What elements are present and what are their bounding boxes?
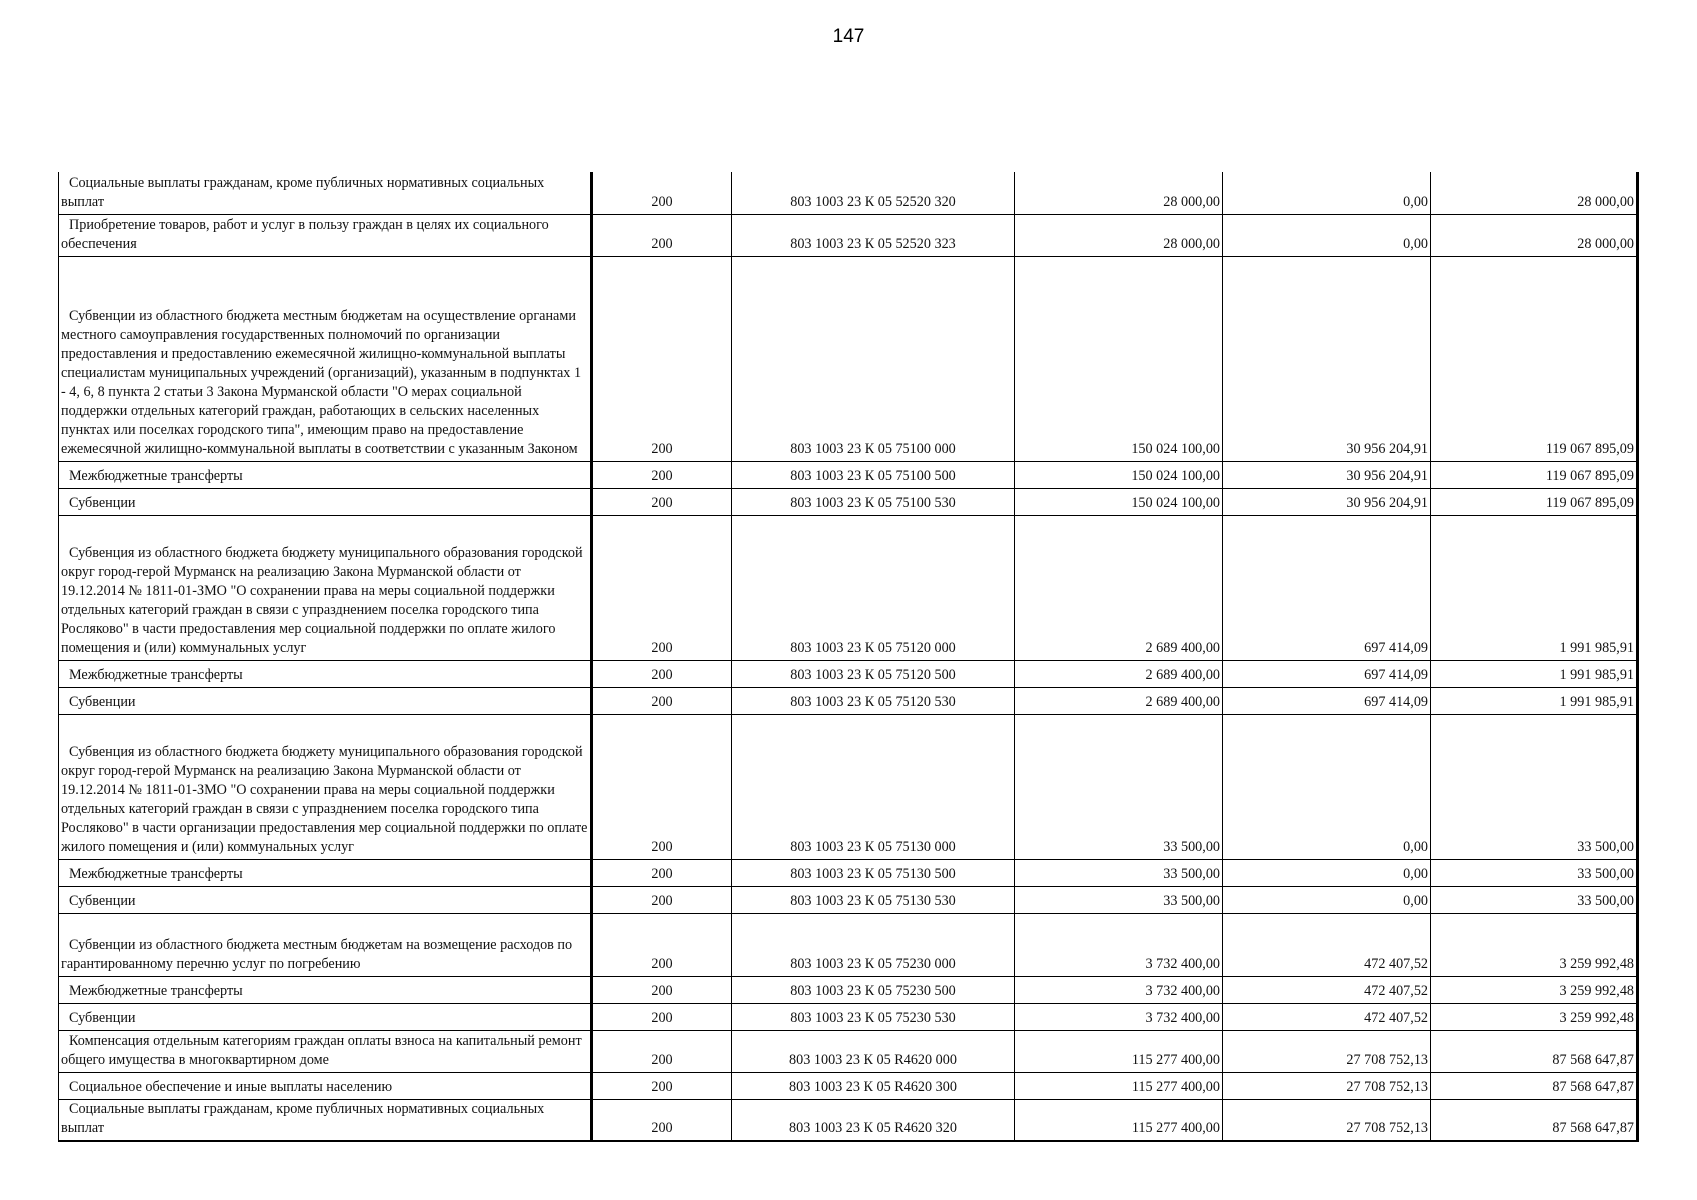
row-kbk: 803 1003 23 К 05 75230 500 bbox=[790, 982, 956, 999]
row-plan-amount: 115 277 400,00 bbox=[1131, 1078, 1220, 1095]
row-kbk: 803 1003 23 К 05 75120 530 bbox=[790, 693, 956, 710]
row-kbk-cell bbox=[732, 1072, 1015, 1099]
table-row bbox=[59, 488, 1638, 515]
row-name: Межбюджетные трансферты bbox=[69, 865, 243, 882]
row-plan-amount: 28 000,00 bbox=[1163, 193, 1220, 210]
row-remaining-amount: 1 991 985,91 bbox=[1559, 693, 1634, 710]
row-kbk: 803 1003 23 К 05 75120 000 bbox=[790, 639, 956, 656]
row-code: 200 bbox=[651, 494, 673, 511]
row-remaining-amount: 33 500,00 bbox=[1577, 892, 1634, 909]
row-kbk: 803 1003 23 К 05 75130 530 bbox=[790, 892, 956, 909]
row-plan-amount: 2 689 400,00 bbox=[1145, 693, 1220, 710]
row-executed-amount: 0,00 bbox=[1403, 892, 1428, 909]
table-row bbox=[59, 976, 1638, 1003]
row-remaining-amount-cell bbox=[1431, 1072, 1638, 1099]
row-code-cell bbox=[592, 1099, 732, 1141]
row-code-cell bbox=[592, 1030, 732, 1072]
row-kbk: 803 1003 23 К 05 R4620 320 bbox=[789, 1120, 957, 1136]
row-plan-amount-cell bbox=[1015, 1099, 1223, 1141]
row-executed-amount-cell bbox=[1223, 515, 1431, 660]
row-plan-amount: 3 732 400,00 bbox=[1145, 955, 1220, 972]
table-row bbox=[59, 859, 1638, 886]
row-name: Компенсация отдельным категориям граждан оплаты взноса на капитальный ремонт общего имущества в многоквартирном доме bbox=[61, 1032, 582, 1068]
row-executed-amount-cell bbox=[1223, 976, 1431, 1003]
row-remaining-amount-cell bbox=[1431, 976, 1638, 1003]
row-code: 200 bbox=[651, 982, 673, 999]
row-code: 200 bbox=[651, 865, 673, 882]
row-executed-amount: 697 414,09 bbox=[1364, 693, 1428, 710]
row-kbk-cell bbox=[732, 1099, 1015, 1141]
row-plan-amount-cell bbox=[1015, 172, 1223, 214]
row-remaining-amount-cell bbox=[1431, 488, 1638, 515]
row-code-cell bbox=[592, 461, 732, 488]
row-plan-amount: 150 024 100,00 bbox=[1131, 440, 1220, 457]
row-executed-amount-cell bbox=[1223, 687, 1431, 714]
row-plan-amount: 3 732 400,00 bbox=[1145, 982, 1220, 999]
row-code: 200 bbox=[651, 666, 673, 683]
row-code-cell bbox=[592, 660, 732, 687]
row-kbk-cell bbox=[732, 515, 1015, 660]
row-code-cell bbox=[592, 256, 732, 461]
row-kbk-cell bbox=[732, 660, 1015, 687]
row-name-cell bbox=[59, 886, 592, 913]
row-name-cell bbox=[59, 488, 592, 515]
row-remaining-amount-cell bbox=[1431, 1030, 1638, 1072]
row-code-cell bbox=[592, 1003, 732, 1030]
row-plan-amount-cell bbox=[1015, 886, 1223, 913]
row-plan-amount-cell bbox=[1015, 976, 1223, 1003]
row-remaining-amount-cell bbox=[1431, 660, 1638, 687]
table-row bbox=[59, 1003, 1638, 1030]
table-row bbox=[59, 256, 1638, 461]
row-code: 200 bbox=[651, 1078, 673, 1095]
row-remaining-amount-cell bbox=[1431, 214, 1638, 256]
table-row bbox=[59, 515, 1638, 660]
row-code-cell bbox=[592, 859, 732, 886]
row-plan-amount: 3 732 400,00 bbox=[1145, 1009, 1220, 1026]
row-remaining-amount-cell bbox=[1431, 1099, 1638, 1141]
row-code: 200 bbox=[651, 693, 673, 710]
table-row bbox=[59, 1030, 1638, 1072]
row-kbk-cell bbox=[732, 913, 1015, 976]
row-kbk: 803 1003 23 К 05 R4620 300 bbox=[789, 1078, 957, 1095]
row-executed-amount-cell bbox=[1223, 1072, 1431, 1099]
row-name: Субвенции bbox=[69, 1009, 136, 1026]
row-plan-amount-cell bbox=[1015, 461, 1223, 488]
row-executed-amount-cell bbox=[1223, 488, 1431, 515]
row-remaining-amount: 3 259 992,48 bbox=[1559, 1009, 1634, 1026]
row-code-cell bbox=[592, 913, 732, 976]
row-name: Социальные выплаты гражданам, кроме публичных нормативных социальных выплат bbox=[61, 1101, 545, 1136]
row-code-cell bbox=[592, 687, 732, 714]
row-kbk: 803 1003 23 К 05 75100 530 bbox=[790, 494, 956, 511]
row-plan-amount-cell bbox=[1015, 256, 1223, 461]
row-kbk-cell bbox=[732, 256, 1015, 461]
row-code-cell bbox=[592, 515, 732, 660]
row-name-cell bbox=[59, 1003, 592, 1030]
row-code-cell bbox=[592, 488, 732, 515]
row-remaining-amount: 87 568 647,87 bbox=[1552, 1120, 1634, 1136]
row-remaining-amount-cell bbox=[1431, 714, 1638, 859]
row-name-cell bbox=[59, 687, 592, 714]
row-remaining-amount-cell bbox=[1431, 256, 1638, 461]
row-remaining-amount: 119 067 895,09 bbox=[1545, 440, 1634, 457]
row-code: 200 bbox=[651, 193, 673, 210]
row-code: 200 bbox=[651, 639, 673, 656]
row-name: Межбюджетные трансферты bbox=[69, 982, 243, 999]
page-number: 147 bbox=[832, 26, 865, 47]
table-row bbox=[59, 886, 1638, 913]
row-name: Субвенции из областного бюджета местным бюджетам на осуществление органами местного самоуправления государственных полномочий по организации предоставления и предоставлению ежемесячной жилищно-коммунальной выплаты специалистам муниципальных учреждений (организаций), указанным в подпунктах 1 - 4, 6, 8 пункта 2 статьи 3 Закона Мурманской области "О мерах социальной поддержки отдельных категорий граждан, работающих в сельских населенных пунктах или поселках городского типа", имеющим право на предоставление ежемесячной жилищно-коммунальной выплаты в соответствии с указанным Законом bbox=[61, 307, 582, 457]
row-plan-amount: 28 000,00 bbox=[1163, 235, 1220, 252]
row-plan-amount: 33 500,00 bbox=[1163, 892, 1220, 909]
row-remaining-amount-cell bbox=[1431, 461, 1638, 488]
row-plan-amount-cell bbox=[1015, 687, 1223, 714]
row-kbk-cell bbox=[732, 886, 1015, 913]
row-remaining-amount: 3 259 992,48 bbox=[1559, 982, 1634, 999]
row-executed-amount: 27 708 752,13 bbox=[1346, 1120, 1428, 1136]
row-plan-amount: 33 500,00 bbox=[1163, 865, 1220, 882]
table-row bbox=[59, 1099, 1638, 1141]
row-plan-amount: 2 689 400,00 bbox=[1145, 666, 1220, 683]
row-executed-amount: 0,00 bbox=[1403, 235, 1428, 252]
row-code: 200 bbox=[651, 235, 673, 252]
row-name-cell bbox=[59, 913, 592, 976]
row-code: 200 bbox=[651, 467, 673, 484]
table-row bbox=[59, 687, 1638, 714]
row-kbk: 803 1003 23 К 05 52520 320 bbox=[790, 193, 956, 210]
row-executed-amount-cell bbox=[1223, 461, 1431, 488]
row-name-cell bbox=[59, 660, 592, 687]
row-name-cell bbox=[59, 714, 592, 859]
row-plan-amount: 33 500,00 bbox=[1163, 838, 1220, 855]
row-name: Межбюджетные трансферты bbox=[69, 467, 243, 484]
row-code: 200 bbox=[651, 1009, 673, 1026]
row-code: 200 bbox=[651, 892, 673, 909]
row-executed-amount-cell bbox=[1223, 172, 1431, 214]
row-plan-amount-cell bbox=[1015, 1072, 1223, 1099]
table-row bbox=[59, 214, 1638, 256]
table-row bbox=[59, 1072, 1638, 1099]
row-remaining-amount: 119 067 895,09 bbox=[1545, 467, 1634, 484]
row-kbk-cell bbox=[732, 214, 1015, 256]
row-name-cell bbox=[59, 1030, 592, 1072]
row-executed-amount-cell bbox=[1223, 1003, 1431, 1030]
row-remaining-amount: 87 568 647,87 bbox=[1552, 1051, 1634, 1068]
row-kbk-cell bbox=[732, 859, 1015, 886]
row-executed-amount: 697 414,09 bbox=[1364, 666, 1428, 683]
table-row bbox=[59, 660, 1638, 687]
row-plan-amount: 115 277 400,00 bbox=[1131, 1051, 1220, 1068]
row-remaining-amount-cell bbox=[1431, 913, 1638, 976]
row-executed-amount-cell bbox=[1223, 1030, 1431, 1072]
row-remaining-amount-cell bbox=[1431, 172, 1638, 214]
table-row bbox=[59, 461, 1638, 488]
row-executed-amount: 27 708 752,13 bbox=[1346, 1078, 1428, 1095]
row-executed-amount-cell bbox=[1223, 1099, 1431, 1141]
row-remaining-amount: 28 000,00 bbox=[1577, 193, 1634, 210]
row-name: Социальные выплаты гражданам, кроме публичных нормативных социальных выплат bbox=[61, 174, 545, 210]
row-kbk-cell bbox=[732, 976, 1015, 1003]
row-executed-amount: 472 407,52 bbox=[1364, 1009, 1428, 1026]
row-code-cell bbox=[592, 214, 732, 256]
row-name-cell bbox=[59, 256, 592, 461]
row-plan-amount: 150 024 100,00 bbox=[1131, 494, 1220, 511]
row-code-cell bbox=[592, 172, 732, 214]
row-kbk-cell bbox=[732, 488, 1015, 515]
row-kbk: 803 1003 23 К 05 R4620 000 bbox=[789, 1051, 957, 1068]
row-remaining-amount-cell bbox=[1431, 687, 1638, 714]
row-plan-amount-cell bbox=[1015, 1003, 1223, 1030]
row-executed-amount-cell bbox=[1223, 859, 1431, 886]
row-kbk: 803 1003 23 К 05 75100 500 bbox=[790, 467, 956, 484]
row-kbk-cell bbox=[732, 172, 1015, 214]
row-name-cell bbox=[59, 859, 592, 886]
row-remaining-amount: 33 500,00 bbox=[1577, 865, 1634, 882]
row-executed-amount-cell bbox=[1223, 256, 1431, 461]
row-remaining-amount: 87 568 647,87 bbox=[1552, 1078, 1634, 1095]
row-executed-amount: 27 708 752,13 bbox=[1346, 1051, 1428, 1068]
row-name: Субвенции bbox=[69, 494, 136, 511]
row-plan-amount-cell bbox=[1015, 515, 1223, 660]
row-name-cell bbox=[59, 214, 592, 256]
row-plan-amount: 115 277 400,00 bbox=[1131, 1120, 1220, 1136]
row-remaining-amount-cell bbox=[1431, 515, 1638, 660]
table-row bbox=[59, 913, 1638, 976]
row-remaining-amount-cell bbox=[1431, 1003, 1638, 1030]
row-executed-amount: 0,00 bbox=[1403, 838, 1428, 855]
row-kbk-cell bbox=[732, 687, 1015, 714]
row-kbk: 803 1003 23 К 05 75230 000 bbox=[790, 955, 956, 972]
row-plan-amount-cell bbox=[1015, 214, 1223, 256]
row-name: Субвенция из областного бюджета бюджету муниципального образования городской округ город-герой Мурманск на реализацию Закона Мурманской области от 19.12.2014 № 1811-01-ЗМО "О сохранении права на меры социальной поддержки отдельных категорий граждан в связи с упразднением поселка городского типа Росляково" в части предоставления мер социальной поддержки по оплате жилого помещения и (или) коммунальных услуг bbox=[61, 544, 583, 656]
row-executed-amount: 0,00 bbox=[1403, 193, 1428, 210]
row-name: Субвенции bbox=[69, 693, 136, 710]
table-row bbox=[59, 172, 1638, 214]
row-name: Субвенции из областного бюджета местным бюджетам на возмещение расходов по гарантированному перечню услуг по погребению bbox=[61, 936, 573, 972]
row-remaining-amount: 28 000,00 bbox=[1577, 235, 1634, 252]
row-name-cell bbox=[59, 1072, 592, 1099]
row-code: 200 bbox=[651, 440, 673, 457]
budget-execution-table bbox=[58, 172, 1639, 1142]
row-name: Межбюджетные трансферты bbox=[69, 666, 243, 683]
table-row bbox=[59, 714, 1638, 859]
row-name-cell bbox=[59, 515, 592, 660]
row-executed-amount: 30 956 204,91 bbox=[1346, 494, 1428, 511]
row-plan-amount: 150 024 100,00 bbox=[1131, 467, 1220, 484]
row-name: Субвенция из областного бюджета бюджету муниципального образования городской округ город-герой Мурманск на реализацию Закона Мурманской области от 19.12.2014 № 1811-01-ЗМО "О сохранении права на меры социальной поддержки отдельных категорий граждан в связи с упразднением поселка городского типа Росляково" в части организации предоставления мер социальной поддержки по оплате жилого помещения и (или) коммунальных услуг bbox=[61, 743, 588, 855]
row-code: 200 bbox=[651, 1051, 673, 1068]
row-kbk-cell bbox=[732, 1003, 1015, 1030]
row-executed-amount: 697 414,09 bbox=[1364, 639, 1428, 656]
row-code: 200 bbox=[651, 1120, 673, 1136]
row-executed-amount: 30 956 204,91 bbox=[1346, 440, 1428, 457]
row-plan-amount-cell bbox=[1015, 859, 1223, 886]
row-kbk-cell bbox=[732, 1030, 1015, 1072]
row-executed-amount: 0,00 bbox=[1403, 865, 1428, 882]
row-code: 200 bbox=[651, 838, 673, 855]
row-plan-amount-cell bbox=[1015, 1030, 1223, 1072]
row-code-cell bbox=[592, 714, 732, 859]
row-kbk-cell bbox=[732, 461, 1015, 488]
row-kbk: 803 1003 23 К 05 52520 323 bbox=[790, 235, 956, 252]
row-kbk: 803 1003 23 К 05 75230 530 bbox=[790, 1009, 956, 1026]
row-executed-amount-cell bbox=[1223, 886, 1431, 913]
row-name: Субвенции bbox=[69, 892, 136, 909]
row-remaining-amount: 1 991 985,91 bbox=[1559, 666, 1634, 683]
row-name-cell bbox=[59, 976, 592, 1003]
row-remaining-amount: 119 067 895,09 bbox=[1545, 494, 1634, 511]
row-executed-amount: 472 407,52 bbox=[1364, 982, 1428, 999]
row-executed-amount-cell bbox=[1223, 660, 1431, 687]
row-plan-amount-cell bbox=[1015, 488, 1223, 515]
row-remaining-amount: 1 991 985,91 bbox=[1559, 639, 1634, 656]
row-executed-amount: 30 956 204,91 bbox=[1346, 467, 1428, 484]
row-kbk: 803 1003 23 К 05 75130 500 bbox=[790, 865, 956, 882]
row-plan-amount: 2 689 400,00 bbox=[1145, 639, 1220, 656]
row-remaining-amount-cell bbox=[1431, 886, 1638, 913]
row-kbk-cell bbox=[732, 714, 1015, 859]
row-name: Социальное обеспечение и иные выплаты населению bbox=[69, 1078, 393, 1095]
row-plan-amount-cell bbox=[1015, 660, 1223, 687]
row-code-cell bbox=[592, 976, 732, 1003]
row-code-cell bbox=[592, 886, 732, 913]
row-name-cell bbox=[59, 461, 592, 488]
row-executed-amount-cell bbox=[1223, 214, 1431, 256]
row-code: 200 bbox=[651, 955, 673, 972]
row-remaining-amount-cell bbox=[1431, 859, 1638, 886]
row-remaining-amount: 33 500,00 bbox=[1577, 838, 1634, 855]
row-kbk: 803 1003 23 К 05 75100 000 bbox=[790, 440, 956, 457]
row-kbk: 803 1003 23 К 05 75130 000 bbox=[790, 838, 956, 855]
row-code-cell bbox=[592, 1072, 732, 1099]
row-name-cell bbox=[59, 172, 592, 214]
row-plan-amount-cell bbox=[1015, 714, 1223, 859]
row-name: Приобретение товаров, работ и услуг в пользу граждан в целях их социального обеспечения bbox=[61, 216, 549, 252]
row-remaining-amount: 3 259 992,48 bbox=[1559, 955, 1634, 972]
row-executed-amount-cell bbox=[1223, 714, 1431, 859]
row-executed-amount-cell bbox=[1223, 913, 1431, 976]
row-plan-amount-cell bbox=[1015, 913, 1223, 976]
row-kbk: 803 1003 23 К 05 75120 500 bbox=[790, 666, 956, 683]
row-executed-amount: 472 407,52 bbox=[1364, 955, 1428, 972]
row-name-cell bbox=[59, 1099, 592, 1141]
